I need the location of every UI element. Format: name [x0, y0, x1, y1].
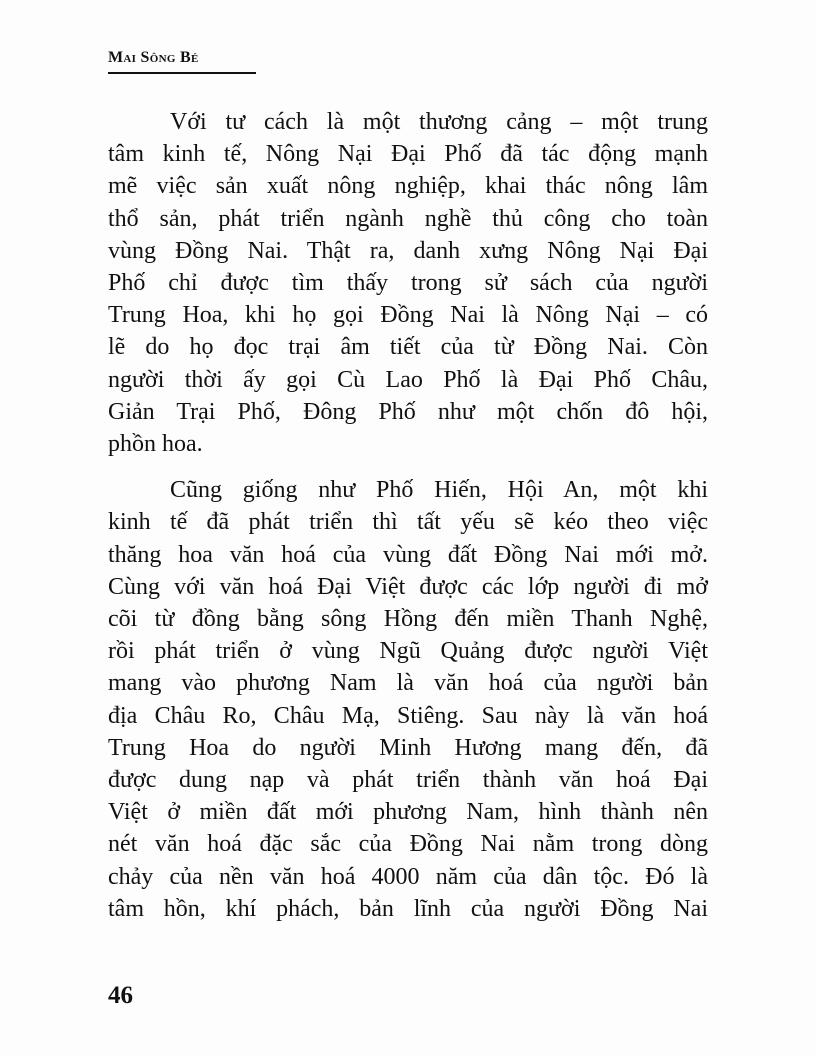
text-line: Phố chỉ được tìm thấy trong sử sách của người	[108, 270, 708, 297]
text-line: lẽ do họ đọc trại âm tiết của từ Đồng Nai. Còn	[108, 334, 708, 361]
text-line: Trung Hoa, khi họ gọi Đồng Nai là Nông Nại – có	[108, 302, 708, 329]
text-line: thổ sản, phát triển ngành nghề thủ công cho toàn	[108, 205, 708, 232]
text-line: phồn hoa.	[108, 431, 203, 458]
text-line: nét văn hoá đặc sắc của Đồng Nai nằm trong dòng	[108, 831, 708, 858]
text-line: cõi từ đồng bằng sông Hồng đến miền Thanh Nghệ,	[108, 606, 708, 633]
text-line: mẽ việc sản xuất nông nghiệp, khai thác nông lâm	[108, 173, 708, 200]
text-line: rồi phát triển ở vùng Ngũ Quảng được người Việt	[108, 638, 708, 665]
header-rule	[108, 72, 256, 74]
text-line: tâm kinh tế, Nông Nại Đại Phố đã tác động mạnh	[108, 141, 708, 168]
text-line: mang vào phương Nam là văn hoá của người bản	[108, 670, 708, 697]
text-line: người thời ấy gọi Cù Lao Phố là Đại Phố Châu,	[108, 366, 708, 393]
text-line: Cũng giống như Phố Hiến, Hội An, một khi	[170, 477, 708, 504]
text-line: Việt ở miền đất mới phương Nam, hình thành nên	[108, 799, 708, 826]
text-line: vùng Đồng Nai. Thật ra, danh xưng Nông Nại Đại	[108, 237, 708, 264]
text-line: địa Châu Ro, Châu Mạ, Stiêng. Sau này là văn hoá	[108, 702, 708, 729]
page-number: 46	[108, 982, 133, 1009]
text-line: chảy của nền văn hoá 4000 năm của dân tộc. Đó là	[108, 863, 708, 890]
text-line: Cùng với văn hoá Đại Việt được các lớp người đi mở	[108, 573, 708, 600]
running-head-title: Mai Sông Bé	[108, 49, 199, 66]
paragraph-2	[108, 474, 708, 925]
text-line: thăng hoa văn hoá của vùng đất Đồng Nai mới mở.	[108, 541, 708, 568]
text-line: tâm hồn, khí phách, bản lĩnh của người Đồng Nai	[108, 895, 708, 922]
text-line: được dung nạp và phát triển thành văn hoá Đại	[108, 767, 708, 794]
text-line: Giản Trại Phố, Đông Phố như một chốn đô hội,	[108, 398, 708, 425]
text-line: Trung Hoa do người Minh Hương mang đến, đã	[108, 734, 708, 761]
paragraph-1	[108, 106, 708, 460]
text-line: kinh tế đã phát triển thì tất yếu sẽ kéo theo việc	[108, 509, 708, 536]
text-line: Với tư cách là một thương cảng – một trung	[170, 109, 708, 135]
body-text	[108, 106, 708, 925]
